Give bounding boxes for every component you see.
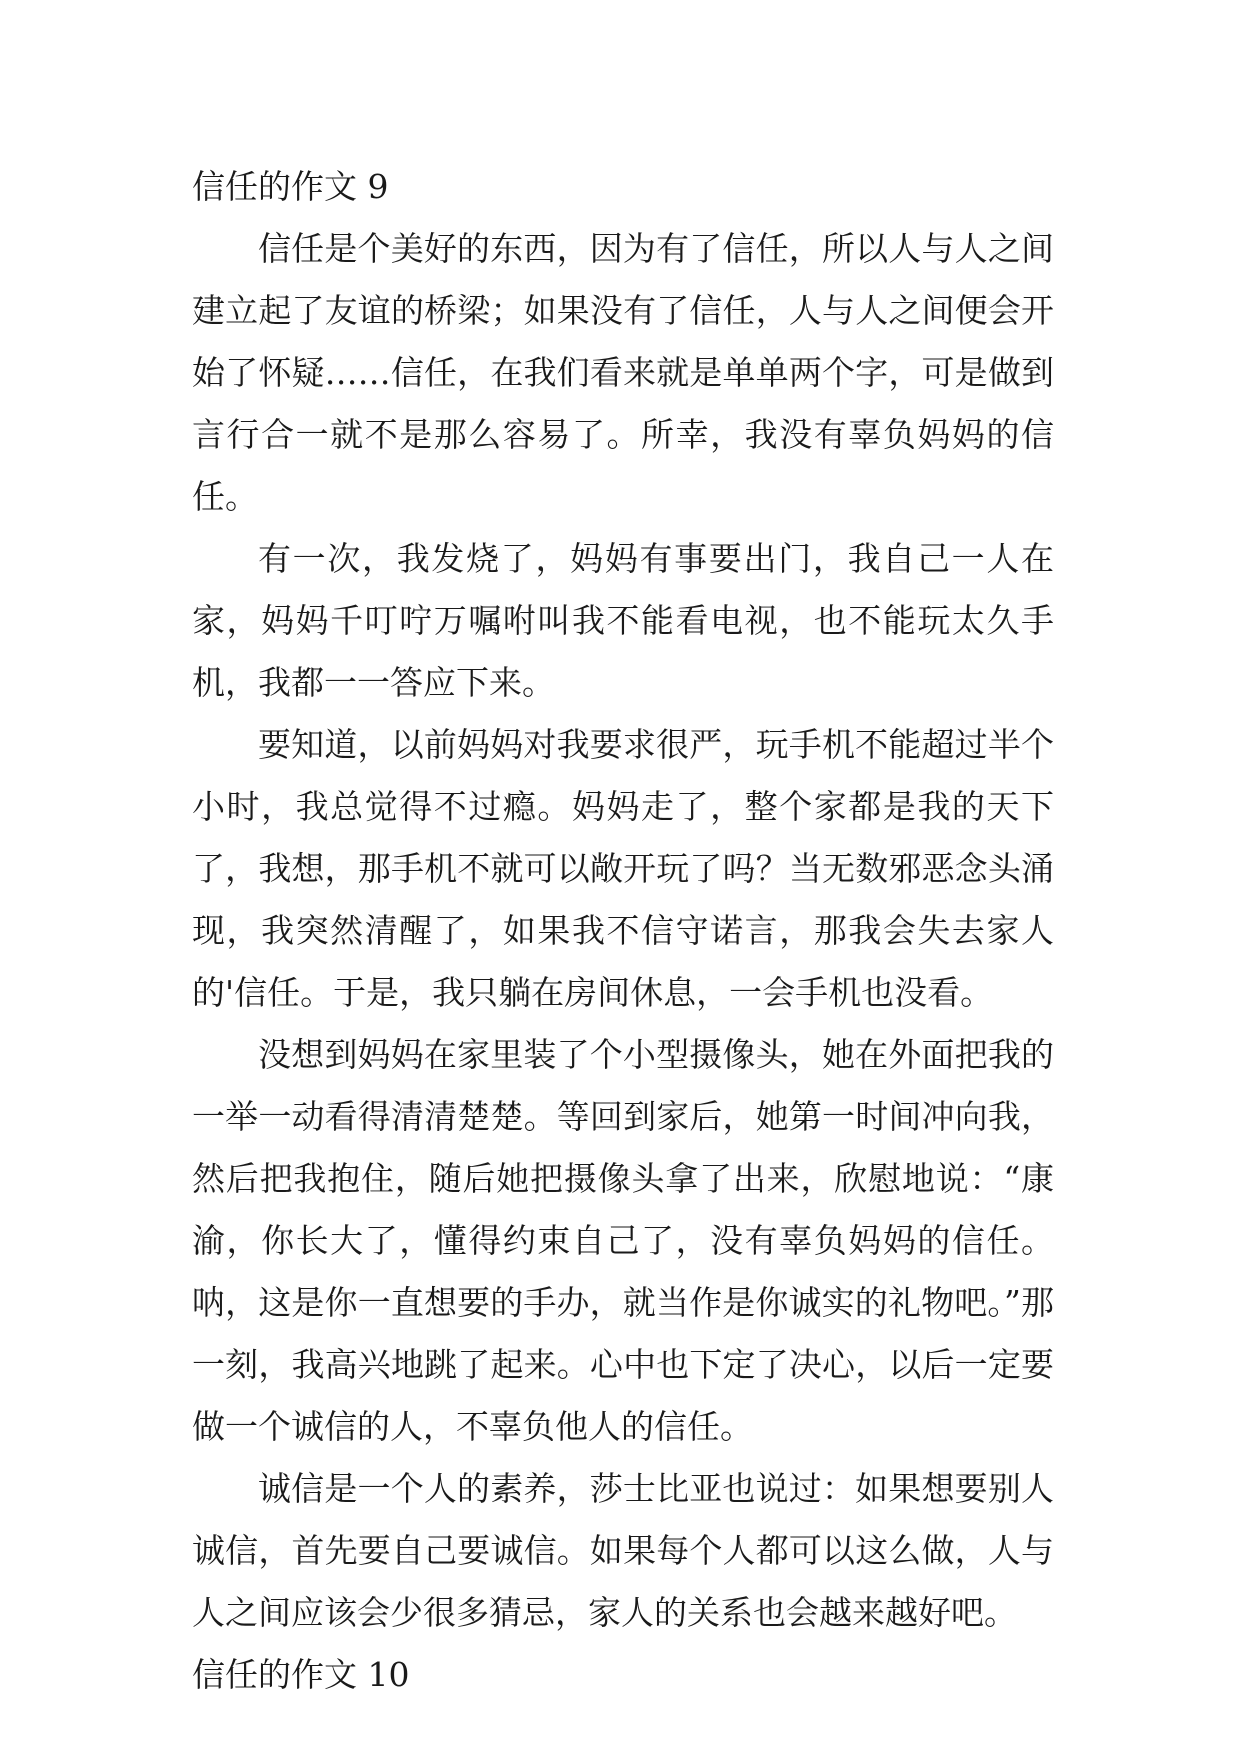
section-title-9: 信任的作文 9 xyxy=(192,167,389,206)
paragraph-5: 诚信是一个人的素养，莎士比亚也说过：如果想要别人诚信，首先要自己要诚信。如果每个人都可以这么做，人与人之间应该会少很多猜忌，家人的关系也会越来越好吧。 xyxy=(192,1469,1054,1632)
paragraph-3: 要知道，以前妈妈对我要求很严，玩手机不能超过半个小时，我总觉得不过瘾。妈妈走了，整个家都是我的天下了，我想，那手机不就可以敞开玩了吗？当无数邪恶念头涌现，我突然清醒了，如果我不信守诺言，那我会失去家人的'信任。于是，我只躺在房间休息，一会手机也没看。 xyxy=(192,725,1054,1012)
paragraph-2: 有一次，我发烧了，妈妈有事要出门，我自己一人在家，妈妈千叮咛万嘱咐叫我不能看电视，也不能玩太久手机，我都一一答应下来。 xyxy=(192,539,1054,702)
paragraph-4: 没想到妈妈在家里装了个小型摄像头，她在外面把我的一举一动看得清清楚楚。等回到家后，她第一时间冲向我，然后把我抱住，随后她把摄像头拿了出来，欣慰地说：“康渝，你长大了，懂得约束自己了，没有辜负妈妈的信任。呐，这是你一直想要的手办，就当作是你诚实的礼物吧。”那一刻，我高兴地跳了起来。心中也下定了决心，以后一定要做一个诚信的人，不辜负他人的信任。 xyxy=(192,1035,1054,1446)
paragraph-1: 信任是个美好的东西，因为有了信任，所以人与人之间建立起了友谊的桥梁；如果没有了信任，人与人之间便会开始了怀疑……信任，在我们看来就是单单两个字，可是做到言行合一就不是那么容易了。所幸，我没有辜负妈妈的信任。 xyxy=(192,229,1054,516)
section-title-10: 信任的作文 10 xyxy=(192,1655,410,1694)
document-body xyxy=(192,156,1054,1706)
